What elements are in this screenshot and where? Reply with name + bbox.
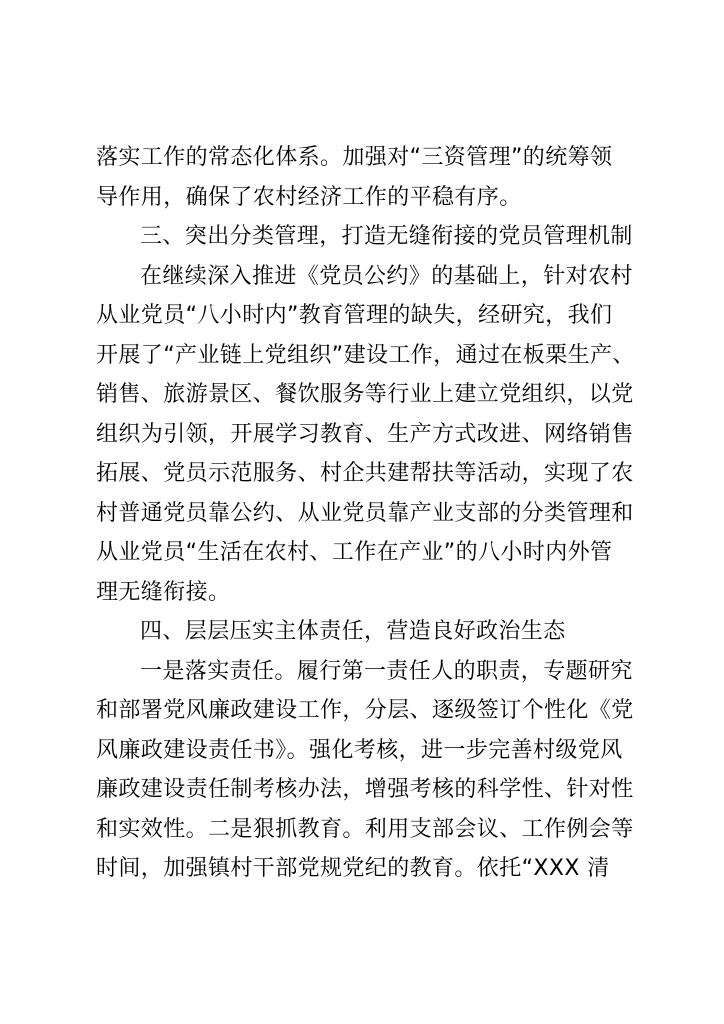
text-line: 在继续深入推进《党员公约》的基础上，针对农村 xyxy=(140,263,633,289)
section-heading: 四、层层压实主体责任，营造良好政治生态 xyxy=(140,619,566,644)
text-line: 开展了“产业链上党组织”建设工作，通过在板栗生产、 xyxy=(96,342,635,368)
text-line: 时间，加强镇村干部党规党纪的教育。依托“XXX 清 xyxy=(96,856,610,881)
text-line: 销售、旅游景区、餐饮服务等行业上建立党组织，以党 xyxy=(96,382,634,407)
text-line: 和实效性。二是狠抓教育。利用支部会议、工作例会等 xyxy=(96,816,634,842)
body-text xyxy=(96,138,636,889)
text-line: 导作用，确保了农村经济工作的平稳有序。 xyxy=(96,184,522,210)
text-line: 从业党员“八小时内”教育管理的缺失，经研究，我们 xyxy=(96,303,613,328)
text-line: 和部署党风廉政建设工作，分层、逐级签订个性化《党 xyxy=(96,698,634,723)
text-line: 理无缝衔接。 xyxy=(96,579,231,605)
text-line: 拓展、党员示范服务、村企共建帮扶等活动，实现了农 xyxy=(96,461,634,486)
section-heading: 三、突出分类管理，打造无缝衔接的党员管理机制 xyxy=(140,224,633,249)
text-line: 组织为引领，开展学习教育、生产方式改进、网络销售 xyxy=(96,421,634,447)
text-line: 廉政建设责任制考核办法，增强考核的科学性、针对性 xyxy=(96,777,634,802)
text-line: 从业党员“生活在农村、工作在产业”的八小时内外管 xyxy=(96,540,613,565)
text-line: 落实工作的常态化体系。加强对“三资管理”的统筹领 xyxy=(96,145,613,170)
text-line: 一是落实责任。履行第一责任人的职责，专题研究 xyxy=(140,658,633,684)
text-line: 风廉政建设责任书》。强化考核，进一步完善村级党风 xyxy=(96,737,623,763)
text-line: 村普通党员靠公约、从业党员靠产业支部的分类管理和 xyxy=(96,500,634,526)
